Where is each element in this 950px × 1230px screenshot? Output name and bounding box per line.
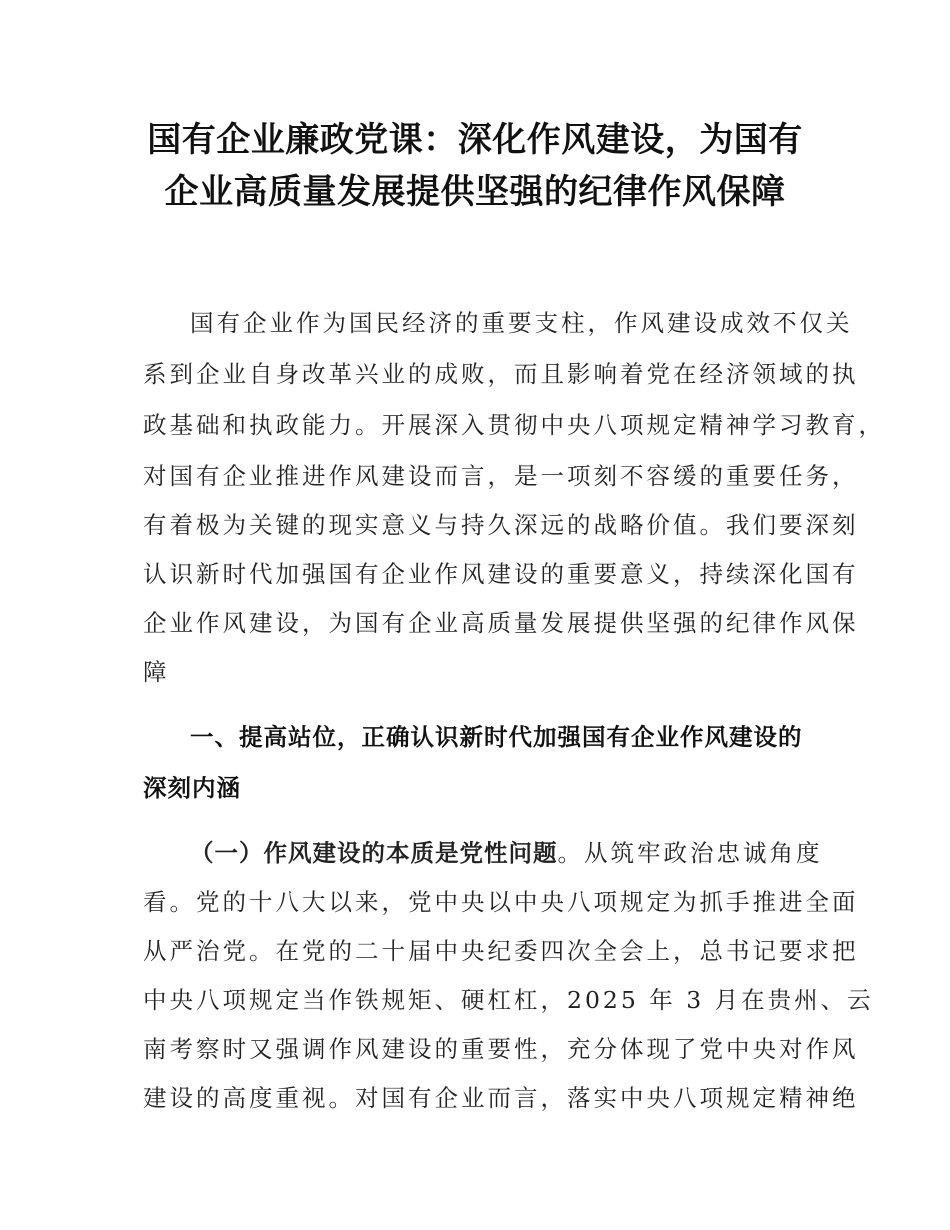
subsection-1-line-2: 看。党的十八大以来，党中央以中央八项规定为抓手推进全面	[143, 888, 859, 916]
subsection-1-line-1	[190, 838, 823, 868]
section-1-heading-line-1: 一、提高站位，正确认识新时代加强国有企业作风建设的	[190, 723, 803, 751]
intro-line-8: 障	[143, 658, 170, 686]
subsection-1-line-5: 南考察时又强调作风建设的重要性，充分体现了党中央对作风	[143, 1035, 859, 1063]
intro-line-5: 有着极为关键的现实意义与持久深远的战略价值。我们要深刻	[143, 511, 859, 539]
intro-line-7: 企业作风建设，为国有企业高质量发展提供坚强的纪律作风保	[143, 609, 859, 637]
document-title	[100, 114, 850, 218]
subsection-1-lead-rest: 。从筑牢政治忠诚角度	[557, 839, 823, 867]
intro-line-2: 系到企业自身改革兴业的成败，而且影响着党在经济领域的执	[143, 360, 859, 388]
title-line-1: 国有企业廉政党课：深化作风建设，为国有	[147, 120, 803, 160]
intro-line-3: 政基础和执政能力。开展深入贯彻中央八项规定精神学习教育，	[143, 411, 885, 439]
intro-line-6: 认识新时代加强国有企业作风建设的重要意义，持续深化国有	[143, 560, 859, 588]
intro-line-4: 对国有企业推进作风建设而言，是一项刻不容缓的重要任务，	[143, 462, 859, 490]
subsection-1-line-6: 建设的高度重视。对国有企业而言，落实中央八项规定精神绝	[143, 1084, 859, 1112]
title-line-2: 企业高质量发展提供坚强的纪律作风保障	[164, 172, 786, 212]
section-1-heading-line-2: 深刻内涵	[143, 774, 241, 802]
subsection-1-line-4: 中央八项规定当作铁规矩、硬杠杠，2025 年 3 月在贵州、云	[143, 986, 874, 1014]
subsection-1-lead-bold: （一）作风建设的本质是党性问题	[190, 839, 558, 867]
subsection-1-line-3: 从严治党。在党的二十届中央纪委四次全会上，总书记要求把	[143, 937, 859, 965]
intro-line-1: 国有企业作为国民经济的重要支柱，作风建设成效不仅关	[190, 309, 853, 337]
